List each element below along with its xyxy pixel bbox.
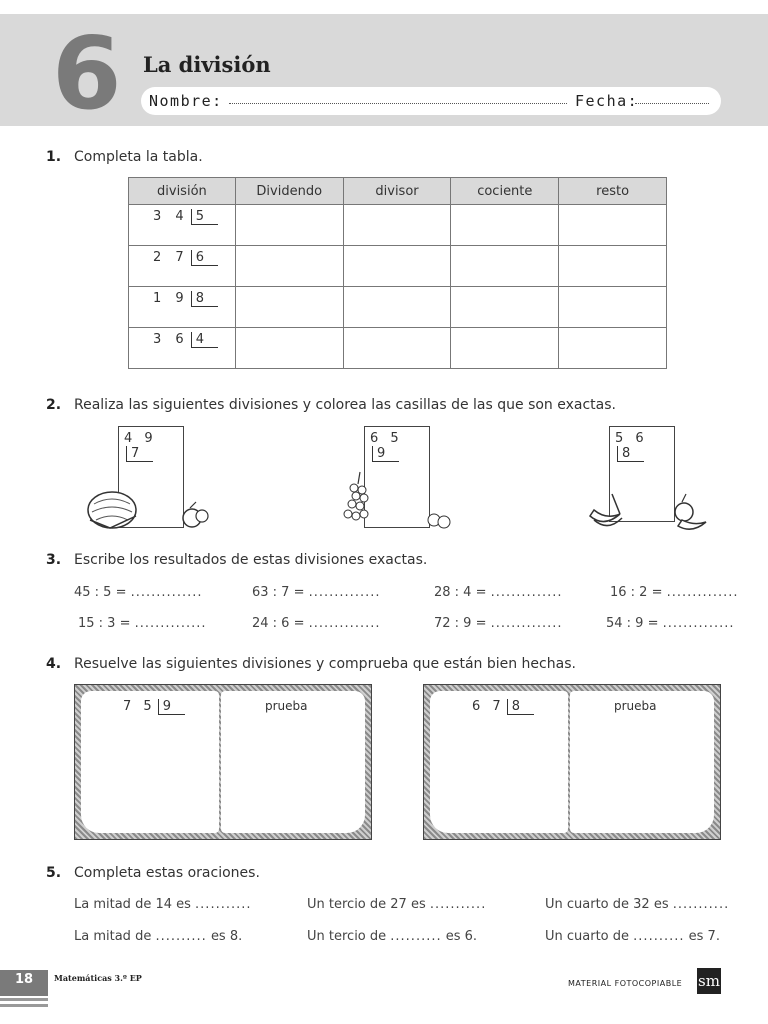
q3-number: 3. xyxy=(46,552,62,568)
name-label: Nombre: xyxy=(149,92,223,110)
cociente-cell[interactable] xyxy=(451,205,559,246)
table-row xyxy=(129,287,667,328)
divisor: 8 xyxy=(191,291,218,307)
book-frame xyxy=(423,684,721,840)
dividendo-cell[interactable] xyxy=(235,246,343,287)
page-title: La división xyxy=(143,52,271,77)
answer-blank[interactable]: .............. xyxy=(490,585,563,600)
divisor: 8 xyxy=(507,699,534,715)
equation xyxy=(434,585,562,600)
answer-blank[interactable]: .......... xyxy=(672,897,725,912)
book-title: Matemáticas 3.º EP xyxy=(54,973,142,983)
bread-fruit-icon xyxy=(86,486,214,532)
page-number: 18 xyxy=(14,972,34,987)
divisor-cell[interactable] xyxy=(343,205,451,246)
answer-blank[interactable]: .............. xyxy=(308,616,381,631)
equation-text: 54 : 9 = xyxy=(606,616,659,631)
equation xyxy=(610,585,738,600)
dividend: 5 6 xyxy=(615,431,648,446)
equation-text: 63 : 7 = xyxy=(252,585,305,600)
q4-number: 4. xyxy=(46,656,62,672)
q2-text: Realiza las siguientes divisiones y colorea las casillas de las que son exactas. xyxy=(74,397,616,413)
q2-number: 2. xyxy=(46,397,62,413)
answer-blank[interactable]: .............. xyxy=(662,616,735,631)
equation xyxy=(252,585,380,600)
name-field[interactable] xyxy=(229,103,567,104)
equation-text: 72 : 9 = xyxy=(434,616,487,631)
check-label: prueba xyxy=(614,699,657,713)
col-header-cociente: cociente xyxy=(451,178,559,205)
cociente-cell[interactable] xyxy=(451,287,559,328)
equation-text: 24 : 6 = xyxy=(252,616,305,631)
divisor: 7 xyxy=(126,446,153,462)
answer-blank[interactable]: .............. xyxy=(490,616,563,631)
divisor: 9 xyxy=(158,699,185,715)
table-header-row xyxy=(129,178,667,205)
equation xyxy=(74,585,202,600)
footer-rule xyxy=(0,1004,48,1007)
answer-blank[interactable]: .............. xyxy=(130,585,203,600)
answer-blank[interactable]: .......... xyxy=(633,929,685,944)
q5-number: 5. xyxy=(46,865,62,881)
resto-cell[interactable] xyxy=(559,246,667,287)
answer-blank[interactable]: .......... xyxy=(155,929,207,944)
answer-blank[interactable]: .......... xyxy=(429,897,482,912)
dividend: 6 7 xyxy=(472,699,505,714)
sentence-end: . xyxy=(481,897,486,912)
divisor-cell[interactable] xyxy=(343,246,451,287)
col-header-division: división xyxy=(129,178,236,205)
unit-number: 6 xyxy=(52,15,118,132)
sentence-end: es 6. xyxy=(445,929,478,944)
answer-blank[interactable]: .............. xyxy=(308,585,381,600)
col-header-resto: resto xyxy=(559,178,667,205)
answer-blank[interactable]: .............. xyxy=(666,585,739,600)
footer-rule xyxy=(0,998,48,1001)
sentence xyxy=(74,897,251,912)
sentence-start: Un cuarto de 32 es xyxy=(545,897,669,912)
date-field[interactable] xyxy=(635,103,709,104)
book-frame xyxy=(74,684,372,840)
equation xyxy=(606,616,734,631)
sentence xyxy=(74,929,242,944)
sentence-start: La mitad de 14 es xyxy=(74,897,191,912)
equation-text: 28 : 4 = xyxy=(434,585,487,600)
sentence xyxy=(307,929,477,944)
answer-blank[interactable]: .............. xyxy=(134,616,207,631)
equation-text: 45 : 5 = xyxy=(74,585,127,600)
resto-cell[interactable] xyxy=(559,205,667,246)
table-row xyxy=(129,328,667,369)
name-date-bar xyxy=(141,87,721,115)
sentence-end: . xyxy=(246,897,251,912)
check-label: prueba xyxy=(265,699,308,713)
equation-text: 15 : 3 = xyxy=(78,616,131,631)
material-label: MATERIAL FOTOCOPIABLE xyxy=(568,979,683,988)
cociente-cell[interactable] xyxy=(451,246,559,287)
sentence-start: Un cuarto de xyxy=(545,929,630,944)
date-label: Fecha: xyxy=(575,92,639,110)
equation xyxy=(434,616,562,631)
answer-blank[interactable]: .......... xyxy=(195,897,247,912)
division-cell xyxy=(129,205,235,245)
col-header-dividendo: Dividendo xyxy=(235,178,343,205)
dividend: 4 9 xyxy=(124,431,157,446)
answer-blank[interactable]: .......... xyxy=(390,929,442,944)
table-row xyxy=(129,205,667,246)
dividend: 6 5 xyxy=(370,431,403,446)
sentence-start: Un tercio de xyxy=(307,929,387,944)
division-cell xyxy=(129,287,235,327)
sentence-end: es 7. xyxy=(688,929,720,944)
dividendo-cell[interactable] xyxy=(235,328,343,369)
dividend: 2 7 xyxy=(153,250,189,265)
bananas-icon xyxy=(586,488,712,534)
cociente-cell[interactable] xyxy=(451,328,559,369)
dividend: 3 4 xyxy=(153,209,189,224)
sentence-end: es 8. xyxy=(210,929,243,944)
sentence-start: La mitad de xyxy=(74,929,152,944)
divisor-cell[interactable] xyxy=(343,287,451,328)
sentence xyxy=(307,897,485,912)
dividendo-cell[interactable] xyxy=(235,205,343,246)
resto-cell[interactable] xyxy=(559,328,667,369)
table-row xyxy=(129,246,667,287)
equation xyxy=(252,616,380,631)
q1-table xyxy=(128,177,667,369)
sentence xyxy=(545,929,720,944)
sentence-start: Un tercio de 27 es xyxy=(307,897,426,912)
dividend: 1 9 xyxy=(153,291,189,306)
division-cell xyxy=(129,246,235,286)
dividendo-cell[interactable] xyxy=(235,287,343,328)
divisor: 5 xyxy=(191,209,218,225)
divisor: 4 xyxy=(191,332,218,348)
resto-cell[interactable] xyxy=(559,287,667,328)
divisor: 9 xyxy=(372,446,399,462)
dividend: 7 5 xyxy=(123,699,156,714)
dividend: 3 6 xyxy=(153,332,189,347)
publisher-logo: sm xyxy=(697,968,721,994)
q1-number: 1. xyxy=(46,149,62,165)
sentence-end: . xyxy=(724,897,729,912)
divisor: 8 xyxy=(617,446,644,462)
q5-text: Completa estas oraciones. xyxy=(74,865,260,881)
divisor: 6 xyxy=(191,250,218,266)
col-header-divisor: divisor xyxy=(343,178,451,205)
division-cell xyxy=(129,328,235,368)
divisor-cell[interactable] xyxy=(343,328,451,369)
q3-text: Escribe los resultados de estas divisiones exactas. xyxy=(74,552,428,568)
grapes-icon xyxy=(338,470,462,530)
equation xyxy=(78,616,206,631)
q4-text: Resuelve las siguientes divisiones y comprueba que están bien hechas. xyxy=(74,656,576,672)
equation-text: 16 : 2 = xyxy=(610,585,663,600)
sentence xyxy=(545,897,728,912)
q1-text: Completa la tabla. xyxy=(74,149,203,165)
